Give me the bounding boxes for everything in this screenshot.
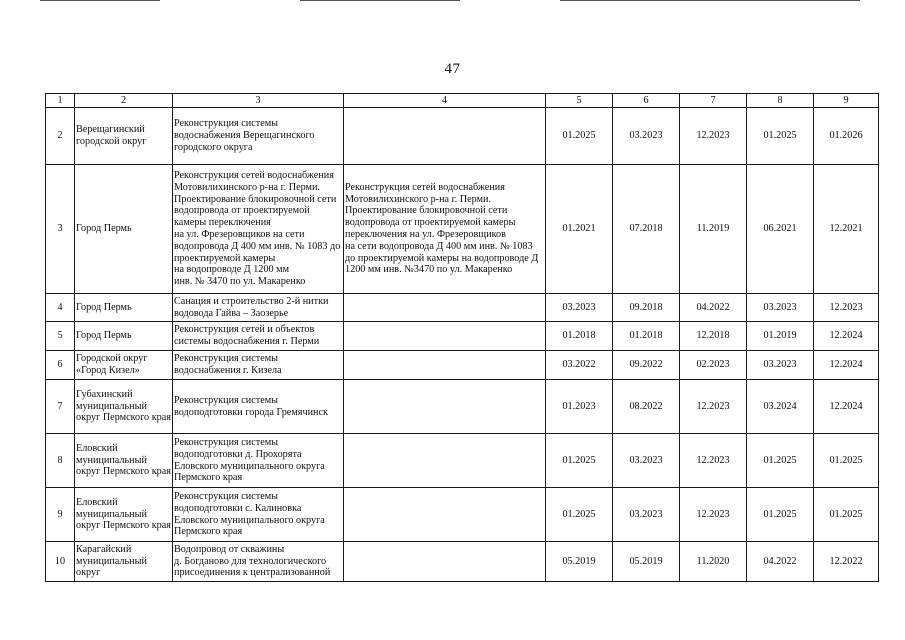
date-cell: 12.2024: [814, 322, 879, 351]
date-cell: 02.2023: [680, 351, 747, 380]
stage-cell: [344, 108, 546, 165]
schedule-table: [45, 93, 879, 582]
table-row: [46, 294, 879, 322]
column-header: 9: [814, 94, 879, 108]
date-cell: 03.2023: [613, 434, 680, 488]
municipality-cell: Карагайский муниципальный округ: [75, 542, 173, 582]
stage-cell: Реконструкция сетей водоснабжения Мотовилихинского р-на г. Перми. Проектирование блокировочной сети водопровода от проектируемой камеры переключения на ул. Фрезеровщиков на сети водопровода Д 400 мм инв. № 1083 до проектируемой камеры на водопроводе Д 1200 мм инв. №3470 по ул. Макаренко: [344, 165, 546, 294]
date-cell: 09.2022: [613, 351, 680, 380]
stage-cell: [344, 488, 546, 542]
object-cell: Реконструкция системы водоподготовки города Гремячинск: [173, 380, 344, 434]
date-cell: 11.2019: [680, 165, 747, 294]
top-rule-right: [560, 0, 860, 1]
column-header: 5: [546, 94, 613, 108]
table-row: [46, 434, 879, 488]
date-cell: 12.2024: [814, 351, 879, 380]
date-cell: 01.2025: [747, 108, 814, 165]
date-cell: 01.2026: [814, 108, 879, 165]
column-header: 3: [173, 94, 344, 108]
top-rule-left: [40, 0, 160, 1]
municipality-cell: Городской округ «Город Кизел»: [75, 351, 173, 380]
row-number: 5: [46, 322, 75, 351]
date-cell: 03.2023: [747, 294, 814, 322]
stage-cell: [344, 294, 546, 322]
table-row: [46, 165, 879, 294]
row-number: 7: [46, 380, 75, 434]
column-header: 7: [680, 94, 747, 108]
municipality-cell: Город Пермь: [75, 165, 173, 294]
row-number: 8: [46, 434, 75, 488]
date-cell: 01.2019: [747, 322, 814, 351]
object-cell: Реконструкция системы водоснабжения г. Кизела: [173, 351, 344, 380]
date-cell: 05.2019: [613, 542, 680, 582]
row-number: 4: [46, 294, 75, 322]
object-cell: Реконструкция сетей и объектов системы водоснабжения г. Перми: [173, 322, 344, 351]
column-header: 6: [613, 94, 680, 108]
object-cell: Реконструкция системы водоподготовки с. Калиновка Еловского муниципального округа Пермского края: [173, 488, 344, 542]
date-cell: 11.2020: [680, 542, 747, 582]
municipality-cell: Город Пермь: [75, 322, 173, 351]
top-rule-center: [300, 0, 460, 1]
date-cell: 07.2018: [613, 165, 680, 294]
date-cell: 01.2025: [814, 488, 879, 542]
object-cell: Реконструкция сетей водоснабжения Мотовилихинского р-на г. Перми. Проектирование блокировочной сети водопровода от проектируемой камеры переключения на ул. Фрезеровщиков на сети водопровода Д 400 мм инв. № 1083 до проектируемой камеры на водопроводе Д 1200 мм инв. № 3470 по ул. Макаренко: [173, 165, 344, 294]
stage-cell: [344, 434, 546, 488]
row-number: 6: [46, 351, 75, 380]
column-header: 8: [747, 94, 814, 108]
row-number: 9: [46, 488, 75, 542]
object-cell: Реконструкция системы водоподготовки д. Прохорята Еловского муниципального округа Пермского края: [173, 434, 344, 488]
row-number: 3: [46, 165, 75, 294]
date-cell: 03.2023: [546, 294, 613, 322]
date-cell: 12.2023: [680, 108, 747, 165]
row-number: 2: [46, 108, 75, 165]
date-cell: 01.2018: [613, 322, 680, 351]
column-header: 1: [46, 94, 75, 108]
date-cell: 04.2022: [747, 542, 814, 582]
column-header: 2: [75, 94, 173, 108]
municipality-cell: Город Пермь: [75, 294, 173, 322]
date-cell: 01.2025: [546, 108, 613, 165]
date-cell: 12.2024: [814, 380, 879, 434]
page-number: 47: [444, 61, 461, 77]
date-cell: 12.2021: [814, 165, 879, 294]
table-row: [46, 351, 879, 380]
date-cell: 01.2025: [546, 434, 613, 488]
date-cell: 12.2018: [680, 322, 747, 351]
date-cell: 01.2025: [747, 434, 814, 488]
date-cell: 03.2023: [613, 488, 680, 542]
date-cell: 04.2022: [680, 294, 747, 322]
date-cell: 01.2025: [814, 434, 879, 488]
table-row: [46, 380, 879, 434]
date-cell: 03.2024: [747, 380, 814, 434]
date-cell: 12.2023: [680, 434, 747, 488]
row-number: 10: [46, 542, 75, 582]
table-row: [46, 542, 879, 582]
date-cell: 08.2022: [613, 380, 680, 434]
municipality-cell: Еловский муниципальный округ Пермского края: [75, 434, 173, 488]
stage-cell: [344, 380, 546, 434]
table-row: [46, 488, 879, 542]
object-cell: Реконструкция системы водоснабжения Верещагинского городского округа: [173, 108, 344, 165]
municipality-cell: Губахинский муниципальный округ Пермского края: [75, 380, 173, 434]
date-cell: 03.2022: [546, 351, 613, 380]
header-row: [46, 94, 879, 108]
table-row: [46, 108, 879, 165]
date-cell: 01.2021: [546, 165, 613, 294]
date-cell: 12.2023: [680, 488, 747, 542]
date-cell: 12.2023: [814, 294, 879, 322]
date-cell: 12.2023: [680, 380, 747, 434]
date-cell: 01.2023: [546, 380, 613, 434]
object-cell: Санация и строительство 2-й нитки водовода Гайва – Заозерье: [173, 294, 344, 322]
date-cell: 06.2021: [747, 165, 814, 294]
date-cell: 05.2019: [546, 542, 613, 582]
municipality-cell: Верещагинский городской округ: [75, 108, 173, 165]
date-cell: 09.2018: [613, 294, 680, 322]
table-row: [46, 322, 879, 351]
column-header: 4: [344, 94, 546, 108]
date-cell: 03.2023: [613, 108, 680, 165]
date-cell: 01.2025: [546, 488, 613, 542]
stage-cell: [344, 351, 546, 380]
date-cell: 01.2018: [546, 322, 613, 351]
stage-cell: [344, 322, 546, 351]
date-cell: 03.2023: [747, 351, 814, 380]
stage-cell: [344, 542, 546, 582]
object-cell: Водопровод от скважины д. Богданово для технологического присоединения к централизованной: [173, 542, 344, 582]
date-cell: 01.2025: [747, 488, 814, 542]
date-cell: 12.2022: [814, 542, 879, 582]
municipality-cell: Еловский муниципальный округ Пермского края: [75, 488, 173, 542]
